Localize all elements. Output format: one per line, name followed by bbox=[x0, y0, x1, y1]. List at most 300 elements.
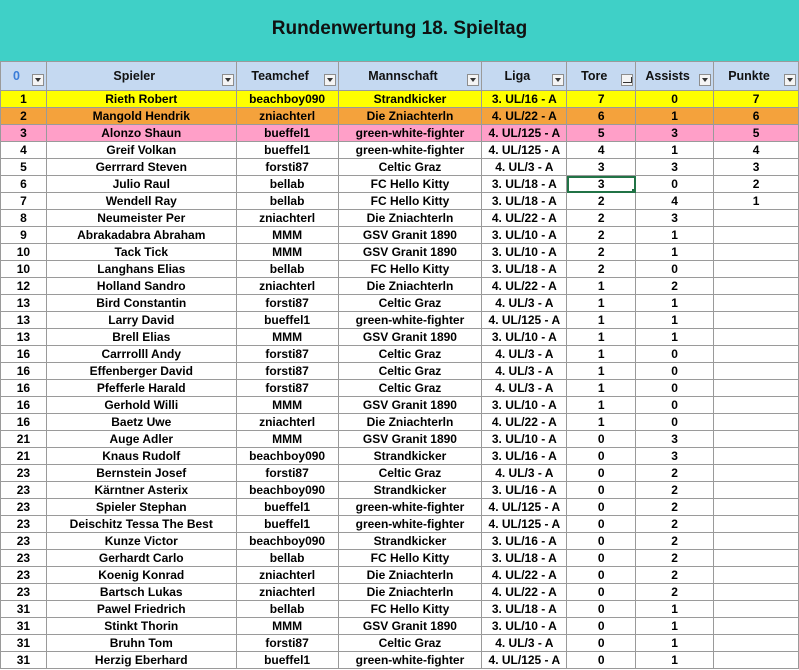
cell-punkte[interactable] bbox=[714, 601, 799, 618]
cell-spieler[interactable]: Bernstein Josef bbox=[46, 465, 236, 482]
cell-assists[interactable]: 2 bbox=[636, 482, 714, 499]
cell-teamchef[interactable]: zniachterl bbox=[236, 210, 338, 227]
cell-tore[interactable]: 1 bbox=[567, 312, 636, 329]
cell-liga[interactable]: 4. UL/22 - A bbox=[482, 414, 567, 431]
cell-liga[interactable]: 4. UL/22 - A bbox=[482, 567, 567, 584]
cell-punkte[interactable]: 7 bbox=[714, 91, 799, 108]
cell-assists[interactable]: 1 bbox=[636, 295, 714, 312]
cell-tore[interactable]: 2 bbox=[567, 244, 636, 261]
cell-mannschaft[interactable]: Celtic Graz bbox=[338, 295, 482, 312]
filter-dropdown-icon[interactable] bbox=[222, 74, 234, 86]
cell-liga[interactable]: 4. UL/125 - A bbox=[482, 652, 567, 669]
cell-mannschaft[interactable]: FC Hello Kitty bbox=[338, 261, 482, 278]
selected-cell[interactable]: 3 bbox=[567, 176, 636, 193]
cell-punkte[interactable]: 3 bbox=[714, 159, 799, 176]
cell-rank[interactable]: 31 bbox=[1, 601, 47, 618]
cell-tore[interactable]: 0 bbox=[567, 635, 636, 652]
cell-tore[interactable]: 0 bbox=[567, 601, 636, 618]
cell-teamchef[interactable]: bellab bbox=[236, 601, 338, 618]
cell-teamchef[interactable]: bueffel1 bbox=[236, 652, 338, 669]
cell-assists[interactable]: 2 bbox=[636, 533, 714, 550]
cell-liga[interactable]: 4. UL/3 - A bbox=[482, 363, 567, 380]
cell-spieler[interactable]: Abrakadabra Abraham bbox=[46, 227, 236, 244]
cell-rank[interactable]: 8 bbox=[1, 210, 47, 227]
cell-liga[interactable]: 3. UL/18 - A bbox=[482, 261, 567, 278]
cell-tore[interactable]: 0 bbox=[567, 550, 636, 567]
cell-teamchef[interactable]: zniachterl bbox=[236, 567, 338, 584]
cell-teamchef[interactable]: bueffel1 bbox=[236, 516, 338, 533]
cell-rank[interactable]: 2 bbox=[1, 108, 47, 125]
cell-tore[interactable]: 1 bbox=[567, 397, 636, 414]
cell-spieler[interactable]: Bartsch Lukas bbox=[46, 584, 236, 601]
cell-assists[interactable]: 0 bbox=[636, 91, 714, 108]
cell-mannschaft[interactable]: green-white-fighter bbox=[338, 312, 482, 329]
table-row bbox=[1, 176, 799, 193]
cell-mannschaft[interactable]: Die Zniachterln bbox=[338, 210, 482, 227]
cell-rank[interactable]: 13 bbox=[1, 312, 47, 329]
cell-rank[interactable]: 16 bbox=[1, 414, 47, 431]
cell-punkte[interactable] bbox=[714, 397, 799, 414]
cell-punkte[interactable] bbox=[714, 346, 799, 363]
cell-spieler[interactable]: Greif Volkan bbox=[46, 142, 236, 159]
cell-rank[interactable]: 31 bbox=[1, 635, 47, 652]
cell-spieler[interactable]: Mangold Hendrik bbox=[46, 108, 236, 125]
cell-rank[interactable]: 16 bbox=[1, 397, 47, 414]
cell-spieler[interactable]: Herzig Eberhard bbox=[46, 652, 236, 669]
cell-spieler[interactable]: Brell Elias bbox=[46, 329, 236, 346]
cell-rank[interactable]: 3 bbox=[1, 125, 47, 142]
cell-spieler[interactable]: Bruhn Tom bbox=[46, 635, 236, 652]
cell-rank[interactable]: 23 bbox=[1, 584, 47, 601]
cell-tore[interactable]: 0 bbox=[567, 618, 636, 635]
cell-rank[interactable]: 23 bbox=[1, 482, 47, 499]
cell-liga[interactable]: 4. UL/125 - A bbox=[482, 499, 567, 516]
cell-teamchef[interactable]: MMM bbox=[236, 618, 338, 635]
cell-rank[interactable]: 21 bbox=[1, 448, 47, 465]
cell-spieler[interactable]: Auge Adler bbox=[46, 431, 236, 448]
cell-spieler[interactable]: Knaus Rudolf bbox=[46, 448, 236, 465]
cell-liga[interactable]: 4. UL/3 - A bbox=[482, 346, 567, 363]
cell-teamchef[interactable]: beachboy090 bbox=[236, 91, 338, 108]
cell-punkte[interactable]: 2 bbox=[714, 176, 799, 193]
cell-mannschaft[interactable]: Die Zniachterln bbox=[338, 414, 482, 431]
cell-rank[interactable]: 5 bbox=[1, 159, 47, 176]
cell-teamchef[interactable]: MMM bbox=[236, 244, 338, 261]
cell-liga[interactable]: 4. UL/3 - A bbox=[482, 295, 567, 312]
cell-mannschaft[interactable]: Strandkicker bbox=[338, 482, 482, 499]
cell-tore[interactable]: 0 bbox=[567, 516, 636, 533]
cell-punkte[interactable] bbox=[714, 635, 799, 652]
cell-punkte[interactable] bbox=[714, 329, 799, 346]
cell-liga[interactable]: 3. UL/10 - A bbox=[482, 431, 567, 448]
cell-rank[interactable]: 10 bbox=[1, 244, 47, 261]
cell-mannschaft[interactable]: GSV Granit 1890 bbox=[338, 227, 482, 244]
cell-spieler[interactable]: Pawel Friedrich bbox=[46, 601, 236, 618]
cell-assists[interactable]: 1 bbox=[636, 652, 714, 669]
cell-liga[interactable]: 4. UL/3 - A bbox=[482, 465, 567, 482]
cell-tore[interactable]: 0 bbox=[567, 499, 636, 516]
cell-liga[interactable]: 3. UL/10 - A bbox=[482, 618, 567, 635]
cell-punkte[interactable] bbox=[714, 414, 799, 431]
cell-mannschaft[interactable]: GSV Granit 1890 bbox=[338, 618, 482, 635]
cell-spieler[interactable]: Gerhold Willi bbox=[46, 397, 236, 414]
cell-assists[interactable]: 2 bbox=[636, 499, 714, 516]
cell-tore[interactable]: 0 bbox=[567, 652, 636, 669]
filter-dropdown-icon[interactable] bbox=[699, 74, 711, 86]
cell-liga[interactable]: 3. UL/18 - A bbox=[482, 550, 567, 567]
cell-liga[interactable]: 3. UL/10 - A bbox=[482, 244, 567, 261]
cell-spieler[interactable]: Koenig Konrad bbox=[46, 567, 236, 584]
cell-punkte[interactable] bbox=[714, 227, 799, 244]
column-header-punkte[interactable]: Punkte bbox=[714, 62, 799, 91]
table-row bbox=[1, 465, 799, 482]
cell-rank[interactable]: 23 bbox=[1, 465, 47, 482]
cell-liga[interactable]: 3. UL/16 - A bbox=[482, 448, 567, 465]
cell-rank[interactable]: 23 bbox=[1, 499, 47, 516]
cell-mannschaft[interactable]: GSV Granit 1890 bbox=[338, 329, 482, 346]
cell-rank[interactable]: 23 bbox=[1, 516, 47, 533]
cell-mannschaft[interactable]: Celtic Graz bbox=[338, 363, 482, 380]
cell-spieler[interactable]: Baetz Uwe bbox=[46, 414, 236, 431]
cell-rank[interactable]: 7 bbox=[1, 193, 47, 210]
cell-rank[interactable]: 16 bbox=[1, 346, 47, 363]
cell-rank[interactable]: 23 bbox=[1, 533, 47, 550]
header-row bbox=[1, 62, 799, 91]
cell-teamchef[interactable]: zniachterl bbox=[236, 584, 338, 601]
cell-assists[interactable]: 1 bbox=[636, 329, 714, 346]
cell-teamchef[interactable]: forsti87 bbox=[236, 465, 338, 482]
cell-punkte[interactable] bbox=[714, 210, 799, 227]
cell-rank[interactable]: 6 bbox=[1, 176, 47, 193]
cell-assists[interactable]: 1 bbox=[636, 635, 714, 652]
cell-punkte[interactable] bbox=[714, 618, 799, 635]
cell-tore[interactable]: 1 bbox=[567, 380, 636, 397]
cell-punkte[interactable] bbox=[714, 465, 799, 482]
cell-mannschaft[interactable]: Celtic Graz bbox=[338, 465, 482, 482]
cell-punkte[interactable] bbox=[714, 652, 799, 669]
cell-liga[interactable]: 3. UL/18 - A bbox=[482, 601, 567, 618]
sort-descending-icon[interactable] bbox=[621, 74, 633, 86]
cell-teamchef[interactable]: MMM bbox=[236, 227, 338, 244]
cell-tore[interactable]: 0 bbox=[567, 482, 636, 499]
cell-spieler[interactable]: Gerrrard Steven bbox=[46, 159, 236, 176]
filter-dropdown-icon[interactable] bbox=[324, 74, 336, 86]
cell-punkte[interactable] bbox=[714, 380, 799, 397]
cell-assists[interactable]: 1 bbox=[636, 601, 714, 618]
cell-teamchef[interactable]: MMM bbox=[236, 431, 338, 448]
cell-mannschaft[interactable]: Die Zniachterln bbox=[338, 584, 482, 601]
cell-teamchef[interactable]: forsti87 bbox=[236, 295, 338, 312]
cell-punkte[interactable] bbox=[714, 482, 799, 499]
cell-punkte[interactable] bbox=[714, 584, 799, 601]
cell-rank[interactable]: 31 bbox=[1, 652, 47, 669]
cell-teamchef[interactable]: bellab bbox=[236, 550, 338, 567]
cell-punkte[interactable] bbox=[714, 295, 799, 312]
cell-liga[interactable]: 3. UL/16 - A bbox=[482, 482, 567, 499]
cell-mannschaft[interactable]: GSV Granit 1890 bbox=[338, 431, 482, 448]
cell-mannschaft[interactable]: Die Zniachterln bbox=[338, 278, 482, 295]
cell-teamchef[interactable]: MMM bbox=[236, 329, 338, 346]
cell-rank[interactable]: 9 bbox=[1, 227, 47, 244]
cell-liga[interactable]: 4. UL/3 - A bbox=[482, 380, 567, 397]
cell-rank[interactable]: 16 bbox=[1, 380, 47, 397]
column-header-tore[interactable]: Tore bbox=[567, 62, 636, 91]
cell-liga[interactable]: 3. UL/10 - A bbox=[482, 227, 567, 244]
cell-teamchef[interactable]: bueffel1 bbox=[236, 142, 338, 159]
cell-spieler[interactable]: Tack Tick bbox=[46, 244, 236, 261]
cell-mannschaft[interactable]: Die Zniachterln bbox=[338, 108, 482, 125]
cell-liga[interactable]: 3. UL/16 - A bbox=[482, 533, 567, 550]
cell-mannschaft[interactable]: Celtic Graz bbox=[338, 635, 482, 652]
cell-punkte[interactable] bbox=[714, 516, 799, 533]
cell-mannschaft[interactable]: FC Hello Kitty bbox=[338, 550, 482, 567]
cell-assists[interactable]: 0 bbox=[636, 261, 714, 278]
cell-punkte[interactable] bbox=[714, 431, 799, 448]
cell-tore[interactable]: 0 bbox=[567, 533, 636, 550]
cell-spieler[interactable]: Rieth Robert bbox=[46, 91, 236, 108]
cell-tore[interactable]: 1 bbox=[567, 278, 636, 295]
cell-teamchef[interactable]: bueffel1 bbox=[236, 125, 338, 142]
cell-punkte[interactable] bbox=[714, 261, 799, 278]
cell-spieler[interactable]: Kärntner Asterix bbox=[46, 482, 236, 499]
cell-spieler[interactable]: Langhans Elias bbox=[46, 261, 236, 278]
cell-tore[interactable]: 1 bbox=[567, 346, 636, 363]
cell-mannschaft[interactable]: GSV Granit 1890 bbox=[338, 397, 482, 414]
cell-punkte[interactable] bbox=[714, 448, 799, 465]
cell-liga[interactable]: 3. UL/10 - A bbox=[482, 329, 567, 346]
cell-mannschaft[interactable]: Celtic Graz bbox=[338, 380, 482, 397]
cell-teamchef[interactable]: bellab bbox=[236, 176, 338, 193]
column-header-liga[interactable]: Liga bbox=[482, 62, 567, 91]
cell-teamchef[interactable]: beachboy090 bbox=[236, 448, 338, 465]
cell-assists[interactable]: 3 bbox=[636, 159, 714, 176]
cell-rank[interactable]: 13 bbox=[1, 329, 47, 346]
cell-liga[interactable]: 4. UL/125 - A bbox=[482, 312, 567, 329]
cell-liga[interactable]: 4. UL/125 - A bbox=[482, 516, 567, 533]
cell-spieler[interactable]: Neumeister Per bbox=[46, 210, 236, 227]
cell-mannschaft[interactable]: Strandkicker bbox=[338, 533, 482, 550]
cell-assists[interactable]: 1 bbox=[636, 618, 714, 635]
cell-assists[interactable]: 0 bbox=[636, 380, 714, 397]
column-header-mannschaft[interactable]: Mannschaft bbox=[338, 62, 482, 91]
cell-tore[interactable]: 0 bbox=[567, 465, 636, 482]
table-row bbox=[1, 567, 799, 584]
cell-assists[interactable]: 3 bbox=[636, 431, 714, 448]
cell-liga[interactable]: 3. UL/18 - A bbox=[482, 193, 567, 210]
table-row bbox=[1, 584, 799, 601]
cell-tore[interactable]: 3 bbox=[567, 159, 636, 176]
cell-assists[interactable]: 2 bbox=[636, 278, 714, 295]
cell-punkte[interactable] bbox=[714, 533, 799, 550]
cell-rank[interactable]: 23 bbox=[1, 550, 47, 567]
cell-rank[interactable]: 23 bbox=[1, 567, 47, 584]
cell-liga[interactable]: 4. UL/22 - A bbox=[482, 108, 567, 125]
cell-punkte[interactable] bbox=[714, 244, 799, 261]
table-row bbox=[1, 550, 799, 567]
cell-mannschaft[interactable]: Celtic Graz bbox=[338, 346, 482, 363]
cell-teamchef[interactable]: bellab bbox=[236, 261, 338, 278]
filter-dropdown-icon[interactable] bbox=[32, 74, 44, 86]
cell-liga[interactable]: 4. UL/3 - A bbox=[482, 159, 567, 176]
table-row bbox=[1, 312, 799, 329]
cell-tore[interactable]: 0 bbox=[567, 431, 636, 448]
cell-liga[interactable]: 4. UL/125 - A bbox=[482, 125, 567, 142]
cell-punkte[interactable] bbox=[714, 278, 799, 295]
cell-teamchef[interactable]: MMM bbox=[236, 397, 338, 414]
cell-punkte[interactable] bbox=[714, 312, 799, 329]
filter-dropdown-icon[interactable] bbox=[784, 74, 796, 86]
cell-mannschaft[interactable]: GSV Granit 1890 bbox=[338, 244, 482, 261]
cell-spieler[interactable]: Larry David bbox=[46, 312, 236, 329]
cell-assists[interactable]: 0 bbox=[636, 363, 714, 380]
cell-punkte[interactable]: 5 bbox=[714, 125, 799, 142]
cell-teamchef[interactable]: zniachterl bbox=[236, 108, 338, 125]
cell-liga[interactable]: 4. UL/22 - A bbox=[482, 584, 567, 601]
cell-assists[interactable]: 4 bbox=[636, 193, 714, 210]
cell-punkte[interactable] bbox=[714, 550, 799, 567]
cell-teamchef[interactable]: forsti87 bbox=[236, 635, 338, 652]
cell-punkte[interactable]: 1 bbox=[714, 193, 799, 210]
cell-rank[interactable]: 21 bbox=[1, 431, 47, 448]
cell-spieler[interactable]: Alonzo Shaun bbox=[46, 125, 236, 142]
cell-liga[interactable]: 4. UL/3 - A bbox=[482, 635, 567, 652]
cell-tore[interactable]: 2 bbox=[567, 210, 636, 227]
cell-tore[interactable]: 0 bbox=[567, 448, 636, 465]
column-header-assists[interactable]: Assists bbox=[636, 62, 714, 91]
cell-assists[interactable]: 0 bbox=[636, 176, 714, 193]
cell-punkte[interactable] bbox=[714, 499, 799, 516]
cell-assists[interactable]: 1 bbox=[636, 108, 714, 125]
cell-spieler[interactable]: Holland Sandro bbox=[46, 278, 236, 295]
cell-spieler[interactable]: Carrrolll Andy bbox=[46, 346, 236, 363]
cell-liga[interactable]: 3. UL/18 - A bbox=[482, 176, 567, 193]
cell-tore[interactable]: 4 bbox=[567, 142, 636, 159]
cell-assists[interactable]: 2 bbox=[636, 584, 714, 601]
filter-dropdown-icon[interactable] bbox=[467, 74, 479, 86]
cell-teamchef[interactable]: forsti87 bbox=[236, 159, 338, 176]
cell-mannschaft[interactable]: Strandkicker bbox=[338, 91, 482, 108]
cell-spieler[interactable]: Deischitz Tessa The Best bbox=[46, 516, 236, 533]
cell-teamchef[interactable]: bueffel1 bbox=[236, 312, 338, 329]
table-row bbox=[1, 448, 799, 465]
column-header-spieler[interactable]: Spieler bbox=[46, 62, 236, 91]
cell-teamchef[interactable]: forsti87 bbox=[236, 346, 338, 363]
column-header-teamchef[interactable]: Teamchef bbox=[236, 62, 338, 91]
cell-rank[interactable]: 31 bbox=[1, 618, 47, 635]
cell-tore[interactable]: 1 bbox=[567, 414, 636, 431]
cell-assists[interactable]: 2 bbox=[636, 550, 714, 567]
cell-assists[interactable]: 0 bbox=[636, 397, 714, 414]
cell-spieler[interactable]: Pfefferle Harald bbox=[46, 380, 236, 397]
cell-assists[interactable]: 2 bbox=[636, 567, 714, 584]
cell-liga[interactable]: 3. UL/10 - A bbox=[482, 397, 567, 414]
cell-teamchef[interactable]: bellab bbox=[236, 193, 338, 210]
cell-rank[interactable]: 12 bbox=[1, 278, 47, 295]
cell-punkte[interactable] bbox=[714, 363, 799, 380]
cell-tore[interactable]: 6 bbox=[567, 108, 636, 125]
cell-assists[interactable]: 3 bbox=[636, 125, 714, 142]
cell-assists[interactable]: 1 bbox=[636, 142, 714, 159]
cell-tore[interactable]: 2 bbox=[567, 227, 636, 244]
cell-mannschaft[interactable]: FC Hello Kitty bbox=[338, 601, 482, 618]
cell-assists[interactable]: 3 bbox=[636, 448, 714, 465]
cell-teamchef[interactable]: bueffel1 bbox=[236, 499, 338, 516]
cell-assists[interactable]: 1 bbox=[636, 227, 714, 244]
cell-mannschaft[interactable]: green-white-fighter bbox=[338, 499, 482, 516]
table-row bbox=[1, 261, 799, 278]
table-row bbox=[1, 346, 799, 363]
cell-teamchef[interactable]: beachboy090 bbox=[236, 482, 338, 499]
table-row bbox=[1, 295, 799, 312]
cell-assists[interactable]: 3 bbox=[636, 210, 714, 227]
cell-rank[interactable]: 16 bbox=[1, 363, 47, 380]
column-header-rank[interactable]: 0 bbox=[1, 62, 47, 91]
cell-mannschaft[interactable]: green-white-fighter bbox=[338, 125, 482, 142]
cell-liga[interactable]: 3. UL/16 - A bbox=[482, 91, 567, 108]
cell-assists[interactable]: 0 bbox=[636, 414, 714, 431]
cell-punkte[interactable]: 4 bbox=[714, 142, 799, 159]
cell-assists[interactable]: 1 bbox=[636, 244, 714, 261]
cell-mannschaft[interactable]: FC Hello Kitty bbox=[338, 176, 482, 193]
cell-spieler[interactable]: Stinkt Thorin bbox=[46, 618, 236, 635]
cell-spieler[interactable]: Effenberger David bbox=[46, 363, 236, 380]
cell-assists[interactable]: 0 bbox=[636, 346, 714, 363]
cell-mannschaft[interactable]: green-white-fighter bbox=[338, 652, 482, 669]
cell-spieler[interactable]: Bird Constantin bbox=[46, 295, 236, 312]
cell-tore[interactable]: 1 bbox=[567, 363, 636, 380]
cell-mannschaft[interactable]: green-white-fighter bbox=[338, 516, 482, 533]
cell-liga[interactable]: 4. UL/22 - A bbox=[482, 210, 567, 227]
cell-teamchef[interactable]: beachboy090 bbox=[236, 533, 338, 550]
cell-tore[interactable]: 2 bbox=[567, 193, 636, 210]
table-row bbox=[1, 499, 799, 516]
cell-rank[interactable]: 4 bbox=[1, 142, 47, 159]
cell-spieler[interactable]: Wendell Ray bbox=[46, 193, 236, 210]
cell-assists[interactable]: 1 bbox=[636, 312, 714, 329]
cell-mannschaft[interactable]: green-white-fighter bbox=[338, 142, 482, 159]
cell-punkte[interactable] bbox=[714, 567, 799, 584]
cell-tore[interactable]: 1 bbox=[567, 295, 636, 312]
cell-liga[interactable]: 4. UL/22 - A bbox=[482, 278, 567, 295]
cell-mannschaft[interactable]: Celtic Graz bbox=[338, 159, 482, 176]
cell-assists[interactable]: 2 bbox=[636, 516, 714, 533]
cell-rank[interactable]: 13 bbox=[1, 295, 47, 312]
cell-tore[interactable]: 7 bbox=[567, 91, 636, 108]
cell-tore[interactable]: 0 bbox=[567, 584, 636, 601]
cell-assists[interactable]: 2 bbox=[636, 465, 714, 482]
cell-punkte[interactable]: 6 bbox=[714, 108, 799, 125]
cell-teamchef[interactable]: zniachterl bbox=[236, 278, 338, 295]
cell-spieler[interactable]: Julio Raul bbox=[46, 176, 236, 193]
cell-mannschaft[interactable]: Strandkicker bbox=[338, 448, 482, 465]
cell-teamchef[interactable]: forsti87 bbox=[236, 363, 338, 380]
filter-dropdown-icon[interactable] bbox=[552, 74, 564, 86]
cell-teamchef[interactable]: zniachterl bbox=[236, 414, 338, 431]
cell-tore[interactable]: 2 bbox=[567, 261, 636, 278]
cell-mannschaft[interactable]: FC Hello Kitty bbox=[338, 193, 482, 210]
cell-spieler[interactable]: Spieler Stephan bbox=[46, 499, 236, 516]
cell-rank[interactable]: 1 bbox=[1, 91, 47, 108]
cell-tore[interactable]: 1 bbox=[567, 329, 636, 346]
cell-rank[interactable]: 10 bbox=[1, 261, 47, 278]
cell-spieler[interactable]: Gerhardt Carlo bbox=[46, 550, 236, 567]
cell-teamchef[interactable]: forsti87 bbox=[236, 380, 338, 397]
cell-tore[interactable]: 5 bbox=[567, 125, 636, 142]
cell-spieler[interactable]: Kunze Victor bbox=[46, 533, 236, 550]
cell-liga[interactable]: 4. UL/125 - A bbox=[482, 142, 567, 159]
cell-mannschaft[interactable]: Die Zniachterln bbox=[338, 567, 482, 584]
cell-tore[interactable]: 0 bbox=[567, 567, 636, 584]
